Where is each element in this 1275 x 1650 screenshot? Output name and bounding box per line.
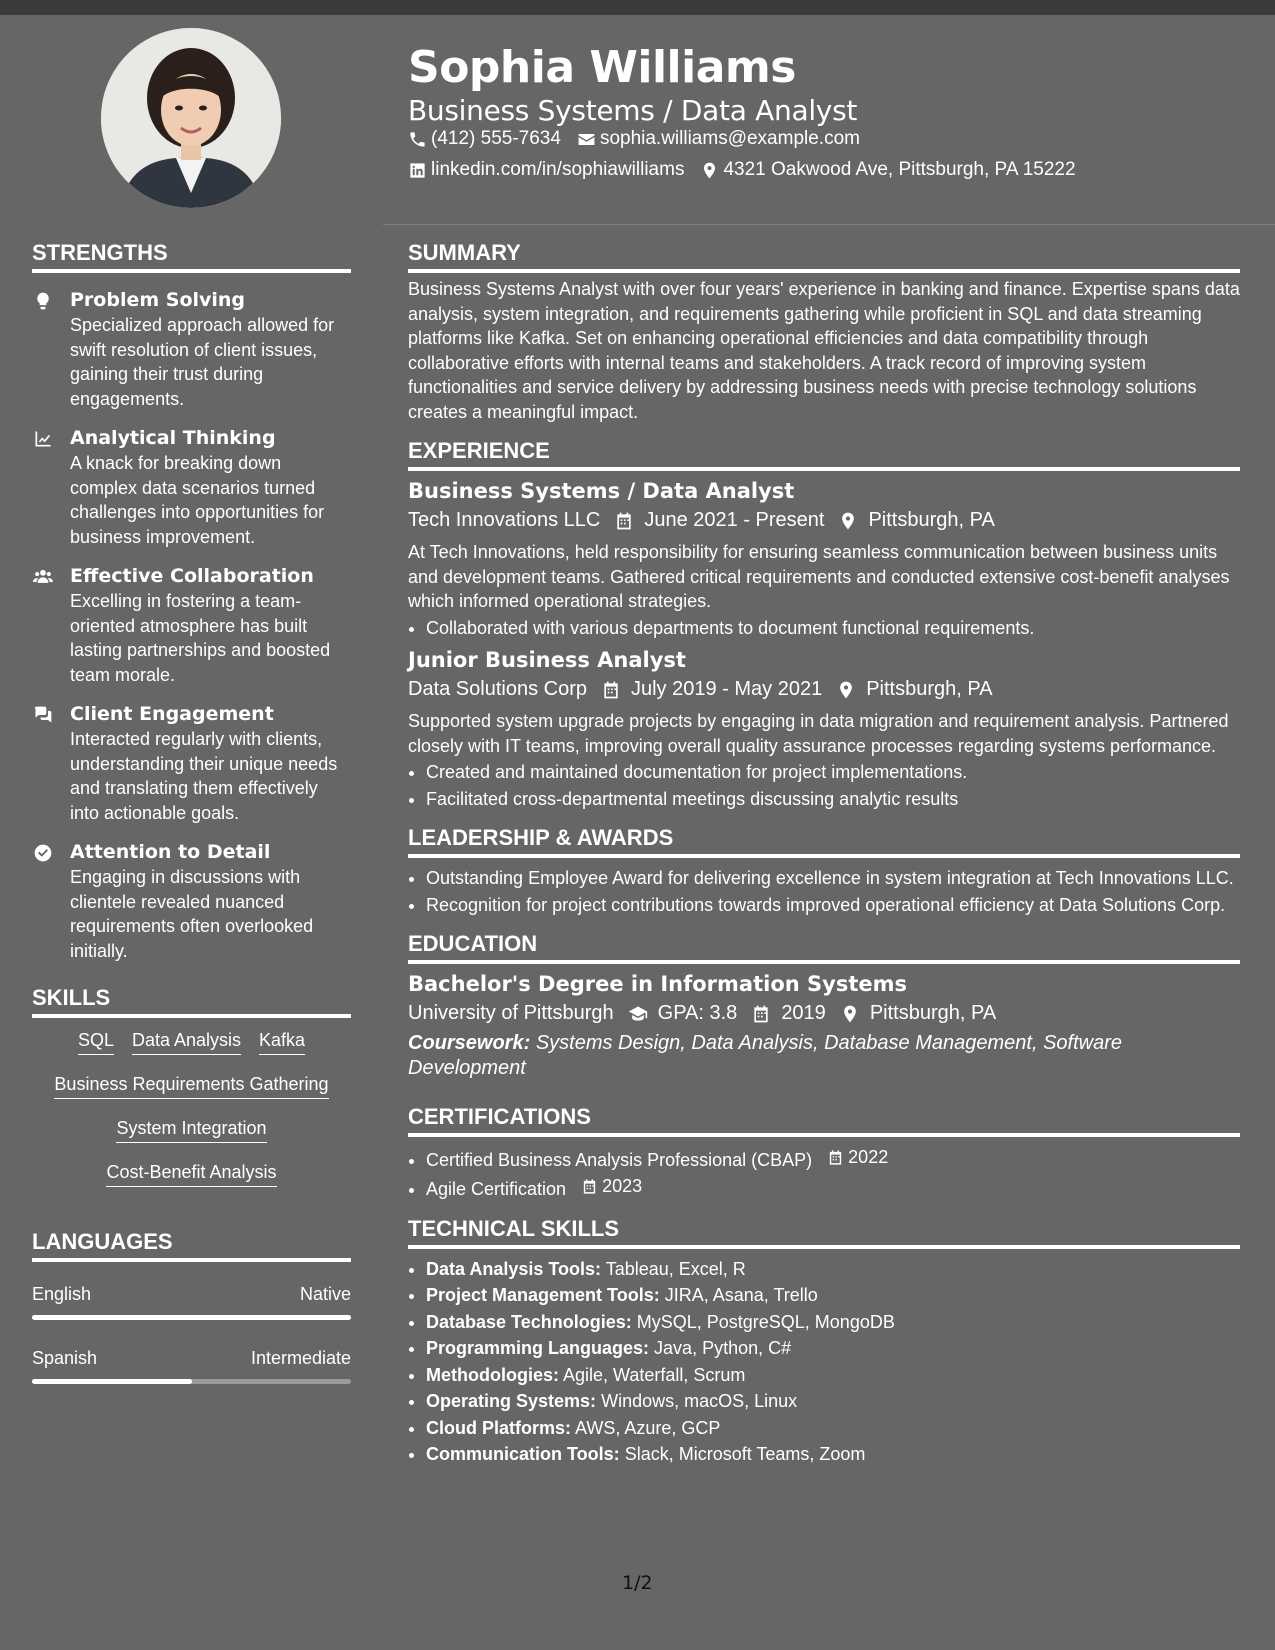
job-location: Pittsburgh, PA — [868, 509, 995, 531]
job-description: Supported system upgrade projects by engaging in data migration and requirement analysis. Partnered closely with IT teams, improving overall quality assurance processes regarding systems performance. — [408, 711, 1229, 756]
technical-skills-list — [408, 1257, 1240, 1467]
language-item — [32, 1348, 351, 1384]
calendar-icon — [581, 1178, 598, 1195]
strength-title: Effective Collaboration — [70, 565, 314, 587]
job-entry — [408, 479, 1240, 640]
job-bullet: • Created and maintained documentation for project implementations. — [426, 760, 1240, 785]
address-contact — [700, 159, 1075, 181]
phone-text: (412) 555-7634 — [431, 128, 561, 149]
award-item: • Recognition for project contributions towards improved operational efficiency at Data Solutions Corp. — [426, 893, 1240, 918]
award-item: • Outstanding Employee Award for delivering excellence in system integration at Tech Innovations LLC. — [426, 866, 1240, 891]
linkedin-text: linkedin.com/in/sophiawilliams — [431, 159, 685, 180]
tech-skill-label: Communication Tools: — [426, 1444, 620, 1464]
strength-desc: A knack for breaking down complex data scenarios turned challenges into opportunities for business improvement. — [70, 453, 325, 547]
skills-heading: SKILLS — [32, 985, 351, 1018]
skill-tag: Kafka — [259, 1030, 305, 1055]
education-meta — [408, 1002, 1240, 1025]
education-location: Pittsburgh, PA — [869, 1002, 997, 1024]
coursework-label: Coursework: — [408, 1032, 531, 1054]
tech-skill-label: Operating Systems: — [426, 1391, 597, 1411]
language-level: Native — [299, 1284, 351, 1304]
contact-line-2 — [408, 159, 1092, 181]
coursework-text: Systems Design, Data Analysis, Database Management, Software Development — [408, 1032, 1123, 1079]
line-chart-icon — [32, 429, 54, 449]
tech-skill-value: Windows, macOS, Linux — [601, 1391, 798, 1411]
job-dates: July 2019 - May 2021 — [630, 678, 823, 700]
experience-heading: EXPERIENCE — [408, 438, 1240, 471]
language-proficiency-fill — [32, 1379, 192, 1384]
language-name: English — [32, 1284, 92, 1304]
language-item — [32, 1284, 351, 1320]
job-bullet: • Facilitated cross-departmental meetings discussing analytic results — [426, 787, 1240, 812]
certifications-heading: CERTIFICATIONS — [408, 1104, 1240, 1137]
strength-desc: Engaging in discussions with clientele revealed nuanced requirements often overlooked initially. — [70, 867, 314, 961]
leadership-heading: LEADERSHIP & AWARDS — [408, 825, 1240, 858]
phone-contact[interactable] — [408, 128, 561, 150]
tech-skill-value: AWS, Azure, GCP — [575, 1417, 721, 1438]
check-circle-icon — [32, 843, 54, 863]
skill-tag: SQL — [78, 1030, 114, 1055]
email-contact[interactable] — [577, 128, 860, 150]
skill-tag: Business Requirements Gathering — [54, 1074, 328, 1099]
job-meta — [408, 509, 1240, 532]
language-name: Spanish — [32, 1348, 98, 1368]
phone-icon — [408, 130, 427, 149]
tech-skill-value: Agile, Waterfall, Scrum — [563, 1364, 746, 1385]
strength-title: Client Engagement — [70, 703, 274, 725]
language-proficiency-bar — [32, 1379, 351, 1384]
summary-text: Business Systems Analyst with over four years' experience in banking and finance. Expertise spans data analysis, system integration, and requirements gathering while proficient in SQL and data streaming platforms like Kafka. Set on enhancing operational efficiencies and data compatibility through collaborative efforts with internal teams and stakeholders. A track record of improving system functionalities and service delivery by addressing business needs with precise technology solutions creates a meaningful impact. — [408, 279, 1240, 422]
map-pin-icon — [700, 161, 719, 180]
strength-desc: Specialized approach allowed for swift resolution of client issues, gaining their trust during engagements. — [70, 315, 335, 409]
gpa: GPA: 3.8 — [657, 1002, 738, 1024]
tech-skill-label: Database Technologies: — [426, 1311, 632, 1332]
tech-skill-label: Programming Languages: — [426, 1338, 650, 1358]
contact-line-1 — [408, 128, 876, 150]
sidebar — [32, 240, 351, 1384]
job-dates: June 2021 - Present — [644, 509, 825, 531]
summary-heading: SUMMARY — [408, 240, 1240, 273]
map-pin-icon — [840, 1004, 860, 1024]
strength-title: Problem Solving — [70, 289, 246, 311]
tech-skill-item — [426, 1416, 1240, 1441]
job-location: Pittsburgh, PA — [866, 678, 993, 700]
job-entry — [408, 648, 1240, 811]
page-number: 1/2 — [622, 1572, 653, 1594]
job-description: At Tech Innovations, held responsibility for ensuring seamless communication between business units and development teams. Gathered critical requirements and conducted extensive cost-benefit analyses which informed operational strategies. — [408, 542, 1230, 611]
strength-item — [32, 427, 351, 549]
users-icon — [32, 567, 54, 587]
coursework — [408, 1031, 1240, 1080]
certification-name: Certified Business Analysis Professional (CBAP) — [426, 1149, 813, 1170]
tech-skill-label: Data Analysis Tools: — [426, 1258, 602, 1279]
job-bullets — [408, 760, 1240, 811]
profile-photo — [101, 28, 281, 208]
calendar-icon — [601, 680, 621, 700]
strength-item — [32, 703, 351, 825]
job-meta — [408, 678, 1240, 701]
job-title: Junior Business Analyst — [408, 648, 686, 672]
tech-skill-label: Project Management Tools: — [426, 1285, 660, 1305]
job-bullet: • Collaborated with various departments to document functional requirements. — [426, 616, 1240, 641]
top-bar — [0, 0, 1275, 15]
job-title: Business Systems / Data Analyst — [408, 479, 795, 503]
certification-item — [426, 1145, 1240, 1172]
strength-item — [32, 289, 351, 411]
strength-desc: Interacted regularly with clients, understanding their unique needs and translating them effectively into actionable goals. — [70, 729, 338, 823]
language-proficiency-bar — [32, 1315, 351, 1320]
candidate-title: Business Systems / Data Analyst — [408, 94, 858, 127]
strength-desc: Excelling in fostering a team-oriented atmosphere has built lasting partnerships and boosted team morale. — [70, 591, 331, 685]
tech-skill-item — [426, 1363, 1240, 1388]
language-proficiency-fill — [32, 1315, 351, 1320]
envelope-icon — [577, 130, 596, 149]
languages-heading: LANGUAGES — [32, 1229, 351, 1262]
graduation-cap-icon — [628, 1004, 648, 1024]
linkedin-contact[interactable] — [408, 159, 684, 181]
tech-skill-item — [426, 1336, 1240, 1361]
map-pin-icon — [838, 511, 858, 531]
certifications-list — [408, 1145, 1240, 1202]
email-text: sophia.williams@example.com — [599, 128, 860, 149]
header-divider — [383, 224, 1275, 225]
strength-item — [32, 841, 351, 963]
tech-skill-item — [426, 1442, 1240, 1467]
skill-tag: System Integration — [116, 1118, 266, 1143]
strength-item — [32, 565, 351, 687]
graduation-year: 2019 — [781, 1002, 826, 1024]
strength-title: Attention to Detail — [70, 841, 271, 863]
certification-year: 2022 — [848, 1147, 889, 1167]
calendar-icon — [827, 1149, 844, 1166]
tech-skill-item — [426, 1310, 1240, 1335]
leadership-list — [408, 866, 1240, 917]
skill-tag: Data Analysis — [132, 1030, 241, 1055]
calendar-icon — [751, 1004, 771, 1024]
tech-skill-item — [426, 1389, 1240, 1414]
tech-skill-item — [426, 1257, 1240, 1282]
job-bullets — [408, 616, 1240, 641]
skills-list — [32, 1030, 351, 1187]
school-name: University of Pittsburgh — [408, 1002, 614, 1024]
skill-tag: Cost-Benefit Analysis — [106, 1162, 276, 1187]
tech-skill-label: Methodologies: — [426, 1364, 559, 1385]
linkedin-icon — [408, 161, 427, 180]
strength-title: Analytical Thinking — [70, 427, 276, 449]
tech-skill-value: MySQL, PostgreSQL, MongoDB — [636, 1311, 895, 1332]
tech-skill-label: Cloud Platforms: — [426, 1417, 572, 1438]
certification-year: 2023 — [602, 1176, 643, 1197]
tech-skill-value: Java, Python, C# — [654, 1338, 792, 1358]
comments-icon — [32, 705, 54, 725]
certification-item — [426, 1174, 1240, 1201]
calendar-icon — [614, 511, 634, 531]
certification-name: Agile Certification — [426, 1179, 567, 1199]
address-text: 4321 Oakwood Ave, Pittsburgh, PA 15222 — [723, 159, 1076, 180]
tech-skill-item — [426, 1283, 1240, 1308]
map-pin-icon — [836, 680, 856, 700]
tech-skill-value: JIRA, Asana, Trello — [664, 1285, 818, 1305]
job-company: Tech Innovations LLC — [408, 509, 601, 531]
lightbulb-icon — [32, 291, 54, 311]
degree-title: Bachelor's Degree in Information Systems — [408, 972, 907, 996]
job-company: Data Solutions Corp — [408, 678, 587, 700]
technical-skills-heading: TECHNICAL SKILLS — [408, 1216, 1240, 1249]
strengths-heading: STRENGTHS — [32, 240, 351, 273]
tech-skill-value: Tableau, Excel, R — [605, 1258, 746, 1279]
language-level: Intermediate — [250, 1348, 351, 1368]
tech-skill-value: Slack, Microsoft Teams, Zoom — [624, 1444, 866, 1464]
education-heading: EDUCATION — [408, 931, 1240, 964]
candidate-name: Sophia Williams — [408, 42, 796, 93]
main-content — [408, 240, 1240, 1469]
